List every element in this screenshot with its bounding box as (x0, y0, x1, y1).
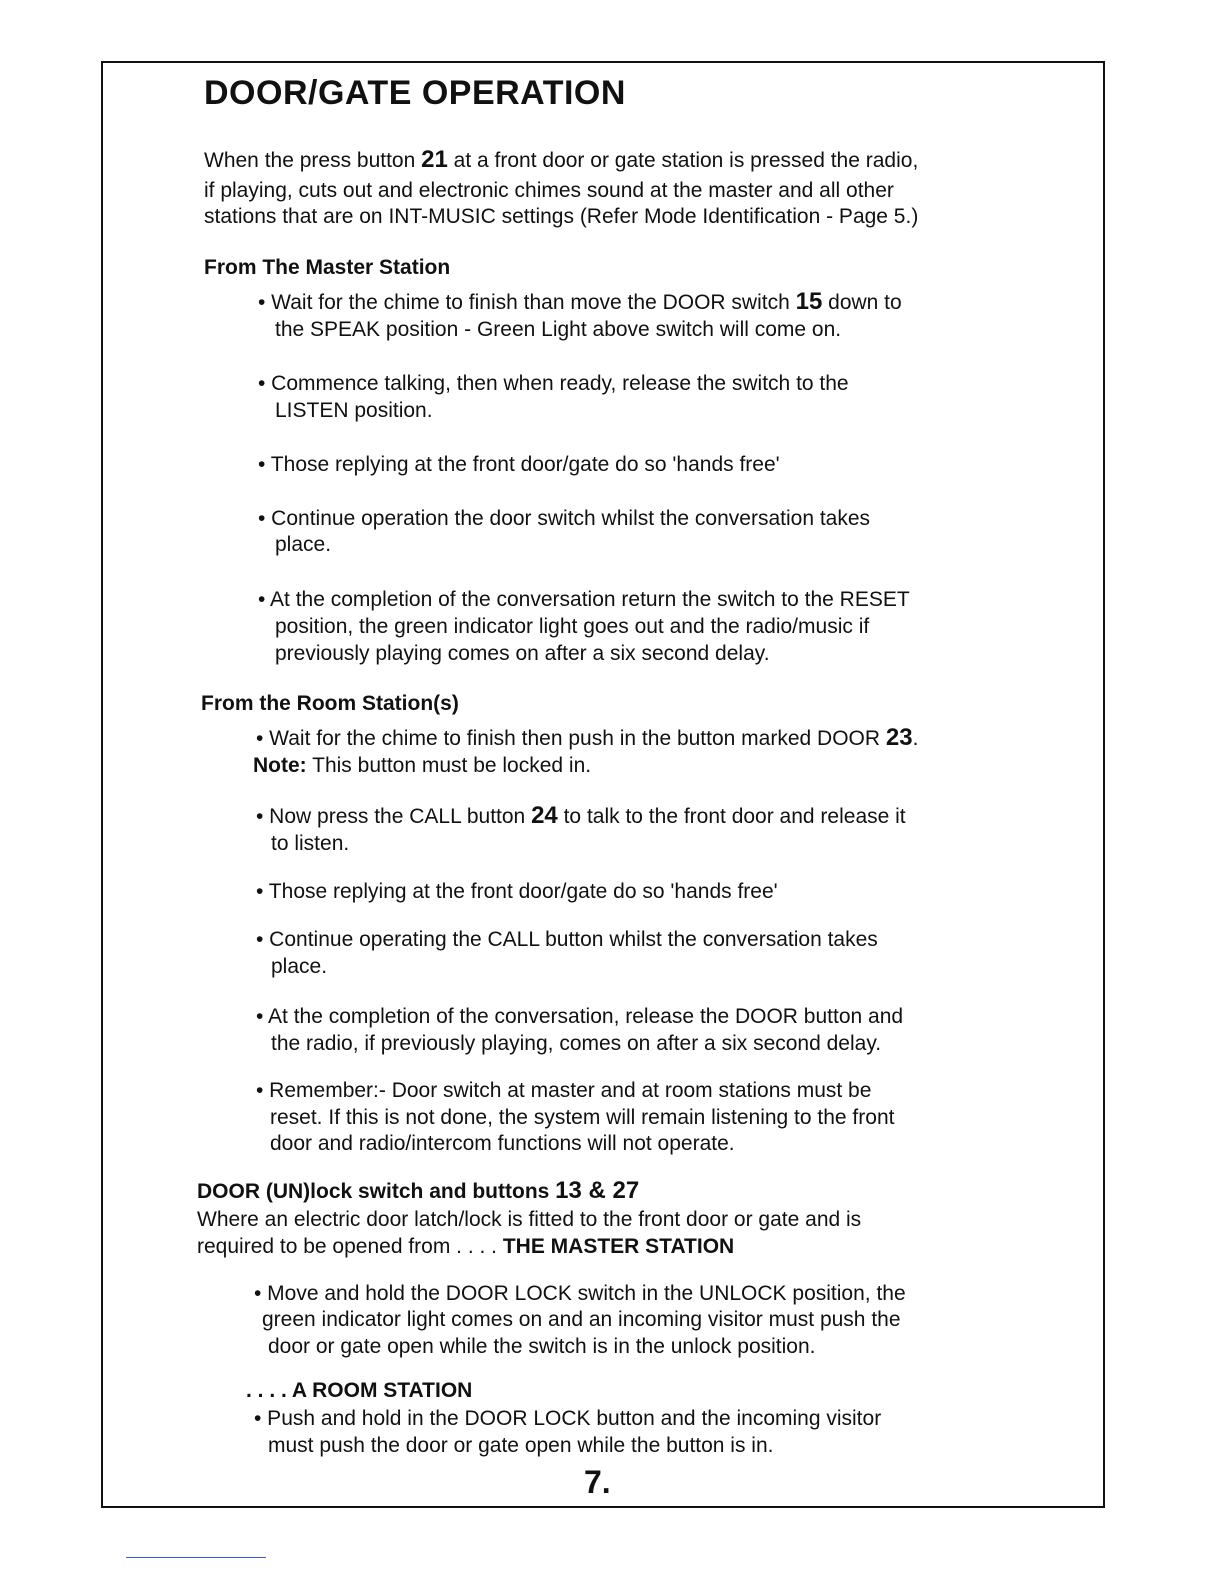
bullet-text: • Wait for the chime to finish then push in the button marked DOOR (256, 727, 886, 750)
room-bullet-4-line-1: • Continue operating the CALL button whilst the conversation takes (256, 928, 878, 951)
door-lock-heading-text: DOOR (UN)lock switch and buttons (197, 1180, 556, 1203)
intro-text: When the press button (204, 149, 422, 172)
lock-bullet-1-line-3: door or gate open while the switch is in the unlock position. (268, 1335, 816, 1358)
note-text: This button must be locked in. (306, 754, 592, 777)
door-lock-heading (197, 1177, 639, 1205)
room-bullet-2-line-2: to listen. (271, 832, 350, 855)
bullet-text: to talk to the front door and release it (557, 805, 906, 828)
room-bullet-6-line-3: door and radio/intercom functions will not operate. (270, 1132, 735, 1155)
room-station-heading: From the Room Station(s) (201, 692, 459, 715)
master-bullet-1-line-2: the SPEAK position - Green Light above switch will come on. (275, 318, 842, 341)
intro-line-1 (204, 146, 918, 174)
room-bullet-6-line-2: reset. If this is not done, the system will remain listening to the front (270, 1106, 895, 1129)
door-lock-intro-line-1: Where an electric door latch/lock is fitted to the front door or gate and is (197, 1208, 862, 1231)
bullet-text: • Wait for the chime to finish than move the DOOR switch (258, 291, 796, 314)
button-number: 24 (531, 802, 558, 829)
master-station-heading: From The Master Station (204, 256, 451, 279)
button-number: 23 (885, 724, 913, 751)
master-bullet-1-line-1 (258, 288, 902, 316)
room-bullet-5-line-2: the radio, if previously playing, comes on after a six second delay. (271, 1032, 882, 1055)
page-title: DOOR/GATE OPERATION (204, 74, 626, 112)
master-station-label: THE MASTER STATION (502, 1235, 735, 1258)
room-bullet-3-line-1: • Those replying at the front door/gate do so 'hands free' (256, 880, 778, 903)
lock-bullet-2-line-2: must push the door or gate open while the button is in. (268, 1434, 774, 1457)
lock-bullet-2-line-1: • Push and hold in the DOOR LOCK button and the incoming visitor (254, 1407, 882, 1430)
master-bullet-5-line-1: • At the completion of the conversation return the switch to the RESET (258, 588, 910, 611)
intro-line-3: stations that are on INT-MUSIC settings (Refer Mode Identification - Page 5.) (204, 205, 919, 228)
bullet-text: down to (822, 291, 902, 314)
intro-line-2: if playing, cuts out and electronic chimes sound at the master and all other (204, 179, 894, 202)
room-station-label: . . . . A ROOM STATION (246, 1379, 473, 1402)
master-bullet-5-line-2: position, the green indicator light goes out and the radio/music if (275, 615, 870, 638)
master-bullet-2-line-2: LISTEN position. (275, 399, 433, 422)
lock-bullet-1-line-1: • Move and hold the DOOR LOCK switch in the UNLOCK position, the (254, 1282, 906, 1305)
bullet-text: • Now press the CALL button (256, 805, 532, 828)
bullet-text: . (912, 727, 919, 750)
note-label: Note: (253, 754, 307, 777)
intro-text: at a front door or gate station is pressed the radio, (447, 149, 919, 172)
switch-number: 15 (795, 288, 823, 315)
master-bullet-4-line-1: • Continue operation the door switch whilst the conversation takes (258, 507, 871, 530)
room-bullet-4-line-2: place. (271, 955, 328, 978)
bottom-rule (126, 1557, 266, 1558)
door-lock-heading-numbers: 13 & 27 (555, 1177, 640, 1204)
master-bullet-2-line-1: • Commence talking, then when ready, release the switch to the (258, 372, 849, 395)
room-bullet-2-line-1 (256, 802, 906, 830)
master-bullet-5-line-3: previously playing comes on after a six second delay. (275, 642, 770, 665)
lock-bullet-1-line-2: green indicator light comes on and an incoming visitor must push the (262, 1308, 901, 1331)
master-bullet-3-line-1: • Those replying at the front door/gate do so 'hands free' (258, 453, 780, 476)
room-bullet-1-line-1 (256, 724, 918, 752)
door-lock-intro-text: required to be opened from . . . . (197, 1235, 503, 1258)
door-lock-intro-line-2 (197, 1233, 734, 1260)
room-bullet-5-line-1: • At the completion of the conversation, release the DOOR button and (256, 1005, 904, 1028)
room-bullet-6-line-1: • Remember:- Door switch at master and at room stations must be (256, 1079, 872, 1102)
master-bullet-4-line-2: place. (275, 533, 332, 556)
room-note-line (253, 752, 591, 779)
intro-button-number: 21 (421, 146, 448, 173)
page-number: 7. (584, 1464, 611, 1500)
